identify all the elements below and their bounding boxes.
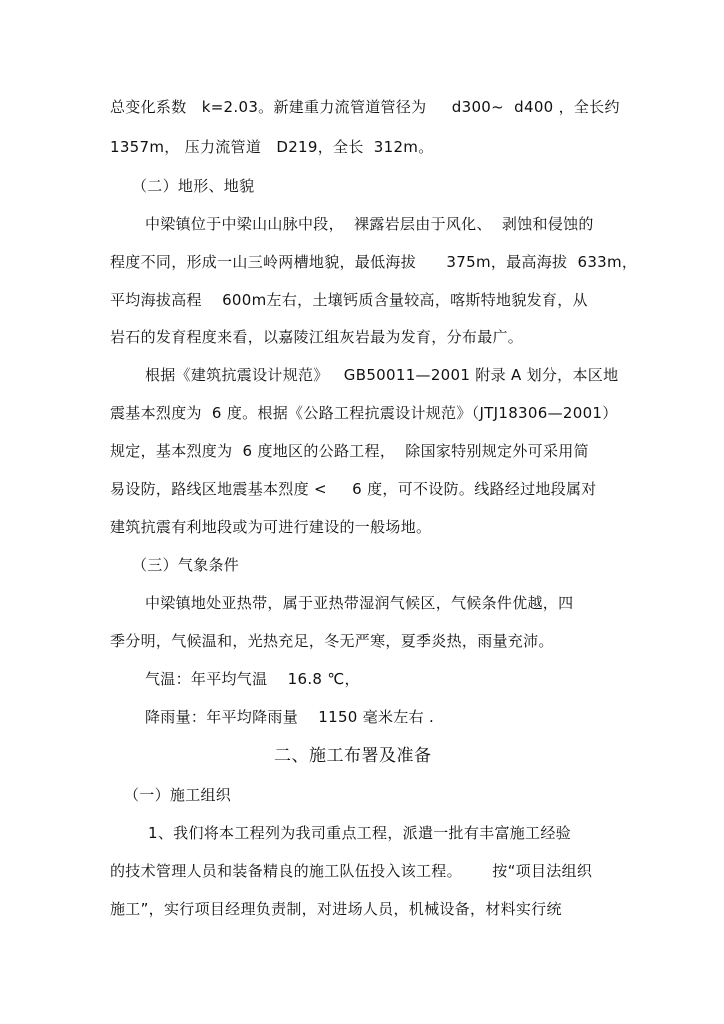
paragraph-line: 总变化系数 k=2.03。新建重力流管道管径为 d300~ d400 ，全长约 — [110, 98, 620, 116]
paragraph-line: 季分明，气候温和，光热充足，冬无严寒，夏季炎热，雨量充沛。 — [110, 632, 554, 650]
paragraph-line: 程度不同，形成一山三岭两槽地貌，最低海拔 375m，最高海拔 633m， — [110, 253, 638, 271]
chapter-title: 二、施工布署及准备 — [274, 746, 432, 766]
section-heading: （三）气象条件 — [132, 556, 240, 574]
paragraph-line: 降雨量：年平均降雨量 1150 毫米左右 . — [145, 708, 435, 726]
paragraph-line: 规定，基本烈度为 6 度地区的公路工程， 除国家特别规定外可采用简 — [110, 442, 589, 460]
paragraph-line: 根据《建筑抗震设计规范》 GB50011—2001 附录 A 划分，本区地 — [145, 366, 619, 384]
paragraph-line: 1、我们将本工程列为我司重点工程，派遣一批有丰富施工经验 — [148, 824, 571, 842]
paragraph-line: 1357m， 压力流管道 D219，全长 312m。 — [110, 138, 434, 156]
paragraph-line: 建筑抗震有利地段或为可进行建设的一般场地。 — [110, 518, 432, 536]
paragraph-line: 气温：年平均气温 16.8 ℃， — [145, 670, 360, 688]
section-heading: （一）施工组织 — [124, 786, 232, 804]
paragraph-line: 震基本烈度为 6 度。根据《公路工程抗震设计规范》（JTJ18306—2001） — [110, 404, 618, 422]
section-heading: （二）地形、地貌 — [132, 177, 255, 195]
paragraph-line: 岩石的发育程度来看，以嘉陵江组灰岩最为发育，分布最广。 — [110, 328, 524, 346]
paragraph-line: 施工”，实行项目经理负责制，对进场人员，机械设备，材料实行统 — [110, 900, 562, 918]
paragraph-line: 平均海拔高程 600m左右，土壤钙质含量较高，喀斯特地貌发育，从 — [110, 291, 588, 309]
paragraph-line: 的技术管理人员和装备精良的施工队伍投入该工程。 按“项目法组织 — [110, 862, 593, 880]
paragraph-line: 中梁镇地处亚热带，属于亚热带湿润气候区，气候条件优越，四 — [145, 594, 574, 612]
paragraph-line: 易设防，路线区地震基本烈度 < 6 度，可不设防。线路经过地段属对 — [110, 480, 597, 498]
paragraph-line: 中梁镇位于中梁山山脉中段， 裸露岩层由于风化、 剥蚀和侵蚀的 — [145, 215, 594, 233]
